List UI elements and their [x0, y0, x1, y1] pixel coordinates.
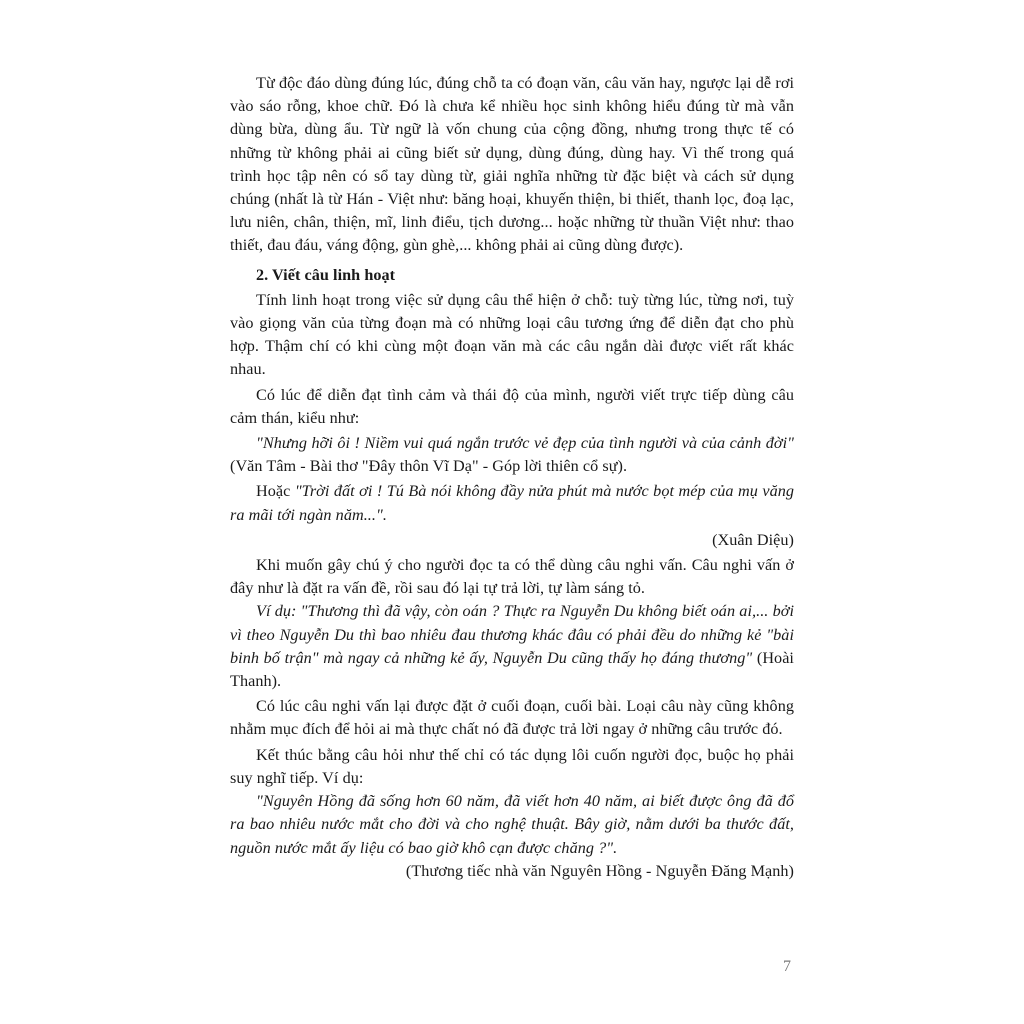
quote-tu-ba-prefix: Hoặc	[256, 482, 295, 501]
quote-tu-ba-source: (Xuân Diệu)	[712, 530, 794, 549]
paragraph-flexible-sentences: Tính linh hoạt trong việc sử dụng câu thể hiện ở chỗ: tuỳ từng lúc, từng nơi, tuỳ vào giọng văn của từng đoạn mà có những loại câu tương ứng để diễn đạt cho phù hợp. Thậm chí có khi cùng một đoạn văn mà các câu ngắn dài được viết rất khác nhau.	[230, 290, 794, 379]
page-body	[230, 72, 794, 883]
quote-van-tam-text: "Nhưng hỡi ôi ! Niềm vui quá ngắn trước vẻ đẹp của tình người và của cảnh đời"	[256, 434, 794, 453]
page-number: 7	[783, 958, 791, 975]
quote-tu-ba-text: "Trời đất ơi ! Tú Bà nói không đầy nửa phút mà nước bọt mép của mụ văng ra mãi tới ngàn năm...".	[230, 482, 795, 524]
paragraph-question: Khi muốn gây chú ý cho người đọc ta có thể dùng câu nghi vấn. Câu nghi vấn ở đây như là đặt ra vấn đề, rồi sau đó lại tự trả lời, tự làm sáng tỏ.	[230, 556, 794, 598]
quote-hoai-thanh	[230, 600, 794, 693]
quote-nguyen-hong-text: "Nguyên Hồng đã sống hơn 60 năm, đã viết hơn 40 năm, ai biết được ông đã đổ ra bao nhiêu nước mắt cho đời và cho nghệ thuật. Bây giờ, nằm dưới ba thước đất, nguồn nước mắt ấy liệu có bao giờ khô cạn được chăng ?".	[230, 792, 794, 857]
paragraph-word-usage: Từ độc đáo dùng đúng lúc, đúng chỗ ta có đoạn văn, câu văn hay, ngược lại dễ rơi vào sáo rỗng, khoe chữ. Đó là chưa kể nhiều học sinh không hiểu đúng từ mà vẫn dùng bừa, dùng ẩu. Từ ngữ là vốn chung của cộng đồng, nhưng trong thực tế có những từ không phải ai cũng biết sử dụng, dùng đúng, dùng hay. Vì thế trong quá trình học tập nên có sổ tay dùng từ, giải nghĩa những từ đặc biệt và cách sử dụng chúng (nhất là từ Hán - Việt như: băng hoại, khuyến thiện, bi thiết, thanh lọc, đoạ lạc, lưu niên, chân, thiện, mĩ, linh điểu, tịch dương... hoặc những từ thuần Việt như: thao thiết, đau đáu, váng động, gùn ghè,... không phải ai cũng dùng được).	[230, 74, 794, 255]
quote-nguyen-hong-source: (Thương tiếc nhà văn Nguyên Hồng - Nguyễn Đăng Mạnh)	[405, 861, 794, 880]
paragraph-question-end: Có lúc câu nghi vấn lại được đặt ở cuối đoạn, cuối bài. Loại câu này cũng không nhằm mục đích để hỏi ai mà thực chất nó đã được trả lời ngay ở những câu trước đó.	[230, 697, 794, 739]
quote-hoai-thanh-source: (Hoài Thanh).	[230, 648, 794, 691]
section-heading: 2. Viết câu linh hoạt	[256, 265, 396, 284]
paragraph-conclusion: Kết thúc bằng câu hỏi như thế chỉ có tác dụng lôi cuốn người đọc, buộc họ phải suy nghĩ tiếp. Ví dụ:	[230, 745, 794, 787]
paragraph-exclamation: Có lúc để diễn đạt tình cảm và thái độ của mình, người viết trực tiếp dùng câu cảm thán, kiểu như:	[230, 385, 794, 427]
quote-hoai-thanh-text: Ví dụ: "Thương thì đã vậy, còn oán ? Thực ra Nguyễn Du không biết oán ai,... bởi vì theo Nguyễn Du thì bao nhiêu đau thương khác đâu có phải đều do những kẻ "bài binh bố trận" mà ngay cả những kẻ ấy, Nguyễn Du cũng thấy họ đáng thương"	[230, 602, 794, 667]
quote-tu-ba	[230, 480, 794, 526]
quote-van-tam-source: (Văn Tâm - Bài thơ "Đây thôn Vĩ Dạ" - Góp lời thiên cổ sự).	[230, 457, 628, 476]
quote-van-tam	[230, 432, 794, 478]
quote-nguyen-hong	[230, 790, 794, 860]
